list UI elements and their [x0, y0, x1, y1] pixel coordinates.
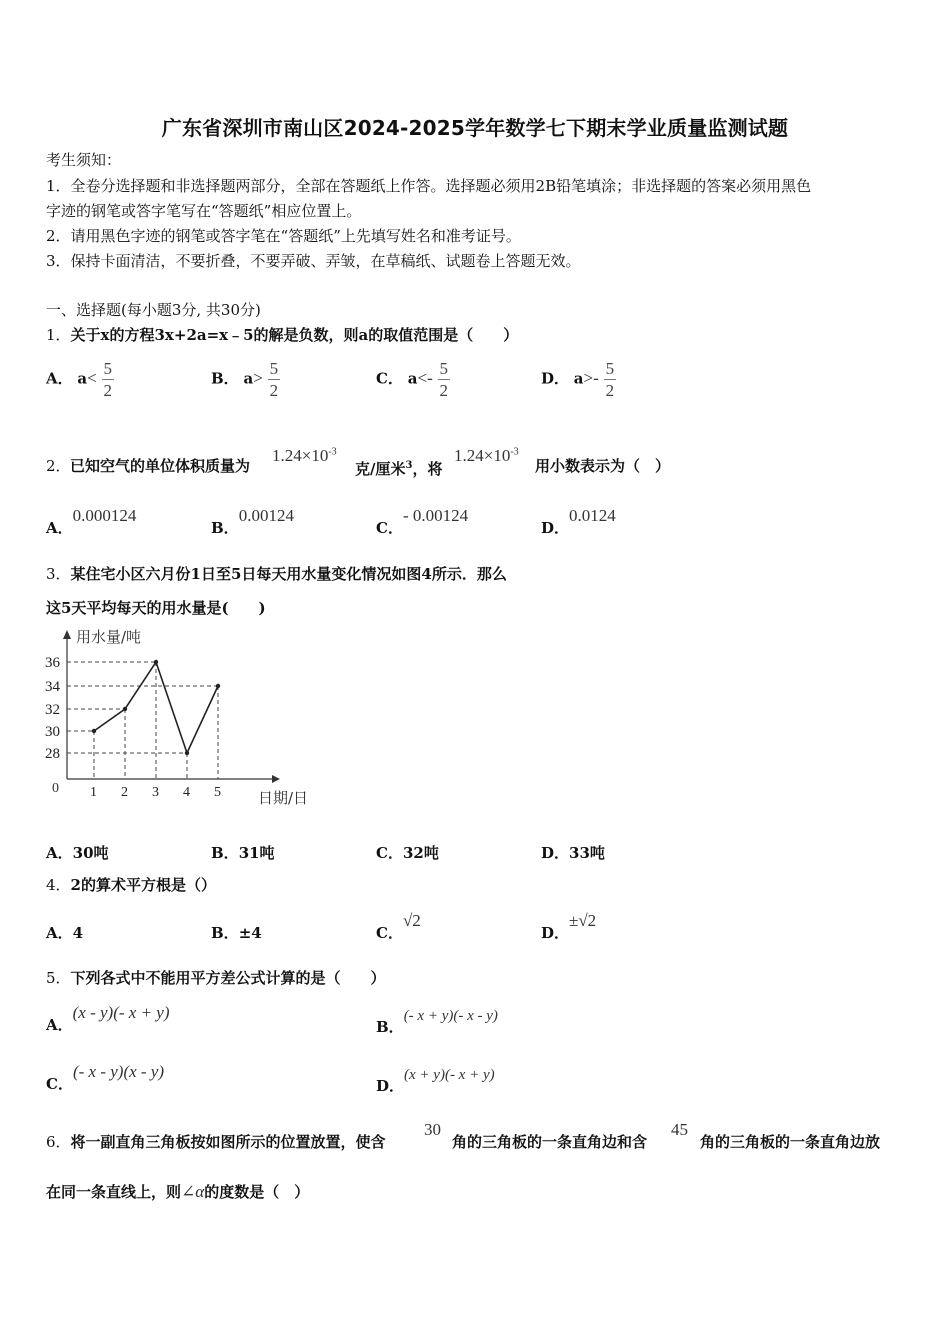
option-op: >	[253, 368, 263, 388]
fraction: $\frac{5}{2}$	[269, 359, 279, 400]
y-tick-label: 36	[45, 655, 60, 671]
option-var: a	[77, 369, 88, 388]
q4-option-d[interactable]: D．±√2	[541, 911, 597, 942]
fraction: $\frac{5}{2}$	[103, 359, 113, 400]
notice-heading: 考生须知：	[46, 151, 122, 169]
angle-30: 30	[424, 1120, 441, 1139]
question-6-line2: 在同一条直线上，则∠α的度数是（ ）	[46, 1182, 310, 1201]
q2-sci-1: $1.24\times 10^{-3}$	[272, 446, 337, 465]
notice-line-2: 2．请用黑色字迹的钢笔或答字笔在“答题纸”上先填写姓名和准考证号。	[46, 227, 521, 245]
q1-option-a[interactable]	[46, 360, 114, 399]
question-2-unit: 克/厘米$^3$，将	[355, 460, 443, 478]
q2-option-c[interactable]: C．- 0.00124	[376, 506, 469, 537]
question-5: 5．下列各式中不能用平方差公式计算的是（ ）	[46, 969, 386, 987]
option-sign: -	[427, 368, 433, 388]
option-var: a	[407, 369, 418, 388]
q2-sci-2: $1.24\times 10^{-3}$	[454, 446, 519, 465]
q5-option-d[interactable]: D．(x + y)(- x + y)	[376, 1067, 495, 1095]
option-sign: -	[593, 368, 599, 388]
q5-option-b[interactable]: B．(- x + y)(- x - y)	[376, 1008, 498, 1036]
q3-option-d[interactable]: D．33吨	[541, 844, 605, 862]
q4-option-a[interactable]: A．4	[46, 924, 84, 942]
section-heading: 一、选择题(每小题3分, 共30分)	[46, 301, 261, 319]
question-3-line2: 这5天平均每天的用水量是( )	[46, 599, 266, 617]
y-tick-label: 34	[45, 679, 60, 695]
q3-option-a[interactable]: A．30吨	[46, 844, 109, 862]
origin-label: 0	[52, 781, 59, 796]
option-label: D．	[541, 369, 570, 388]
notice-line-1a: 1．全卷分选择题和非选择题两部分，全部在答题纸上作答。选择题必须用2B铅笔填涂；非选择题的答案必须用黑色	[46, 177, 812, 195]
question-number: 1．	[46, 326, 71, 344]
option-op: <	[417, 368, 428, 388]
fraction: $\frac{5}{2}$	[439, 359, 449, 400]
x-tick-label: 1	[90, 785, 97, 800]
y-tick-label: 32	[45, 702, 60, 718]
data-point	[154, 660, 158, 664]
option-op: <	[87, 368, 97, 388]
option-var: a	[573, 369, 584, 388]
option-label: C．	[376, 369, 403, 388]
x-tick-label: 2	[121, 785, 128, 800]
question-3: 3．某住宅小区六月份1日至5日每天用水量变化情况如图4所示．那么	[46, 565, 507, 583]
question-2-number: 2．	[46, 457, 71, 475]
question-6: 6．将一副直角三角板按如图所示的位置放置，使含	[46, 1133, 386, 1151]
q5-option-a[interactable]: A．(x - y)(- x + y)	[46, 1003, 170, 1034]
y-tick-label: 28	[45, 746, 60, 762]
q2-option-d[interactable]: D．0.0124	[541, 506, 616, 537]
question-6-p2: 角的三角板的一条直角边和含	[452, 1133, 648, 1151]
y-tick-label: 30	[45, 724, 60, 740]
option-label: B．	[211, 369, 239, 388]
q1-option-d[interactable]	[541, 360, 616, 399]
q3-option-b[interactable]: B．31吨	[211, 844, 275, 862]
q3-option-c[interactable]: C．32吨	[376, 844, 439, 862]
option-op: >	[583, 368, 594, 388]
water-usage-chart	[40, 622, 330, 812]
q4-option-c[interactable]: C．√2	[376, 911, 421, 942]
notice-line-3: 3．保持卡面清洁，不要折叠，不要弄破、弄皱，在草稿纸、试题卷上答题无效。	[46, 252, 581, 270]
data-point	[92, 729, 96, 733]
data-point	[123, 707, 127, 711]
question-2-post: 用小数表示为（ ）	[535, 457, 671, 475]
notice-line-1b: 字迹的钢笔或答字笔写在“答题纸”相应位置上。	[46, 202, 362, 220]
x-tick-label: 5	[214, 785, 221, 800]
question-1	[46, 325, 518, 345]
x-axis-arrow	[272, 775, 280, 783]
question-2-pre: 已知空气的单位体积质量为	[70, 457, 251, 475]
y-axis-arrow	[63, 630, 71, 639]
x-tick-label: 4	[183, 785, 190, 800]
option-var: a	[243, 369, 254, 388]
data-point	[185, 751, 189, 755]
q2-option-b[interactable]: B．0.00124	[211, 506, 294, 537]
question-text: 关于x的方程3x+2a=x﹣5的解是负数，则a的取值范围是（ ）	[70, 326, 519, 344]
q1-option-c[interactable]	[376, 360, 450, 399]
q2-option-a[interactable]: A．0.000124	[46, 506, 137, 537]
angle-45: 45	[671, 1120, 688, 1139]
x-tick-label: 3	[152, 785, 159, 800]
q1-option-b[interactable]	[211, 360, 280, 399]
q5-option-c[interactable]: C．(- x - y)(x - y)	[46, 1062, 165, 1093]
page-title: 广东省深圳市南山区2024-2025学年数学七下期末学业质量监测试题	[161, 116, 789, 140]
data-point	[216, 684, 220, 688]
option-label: A．	[46, 369, 73, 388]
x-axis-label: 日期/日	[258, 789, 309, 807]
y-axis-label: 用水量/吨	[76, 628, 142, 646]
fraction: $\frac{5}{2}$	[605, 359, 615, 400]
q4-option-b[interactable]: B．±4	[211, 924, 262, 942]
question-4: 4．2的算术平方根是（）	[46, 876, 216, 894]
question-6-p3: 角的三角板的一条直角边放	[700, 1133, 881, 1151]
